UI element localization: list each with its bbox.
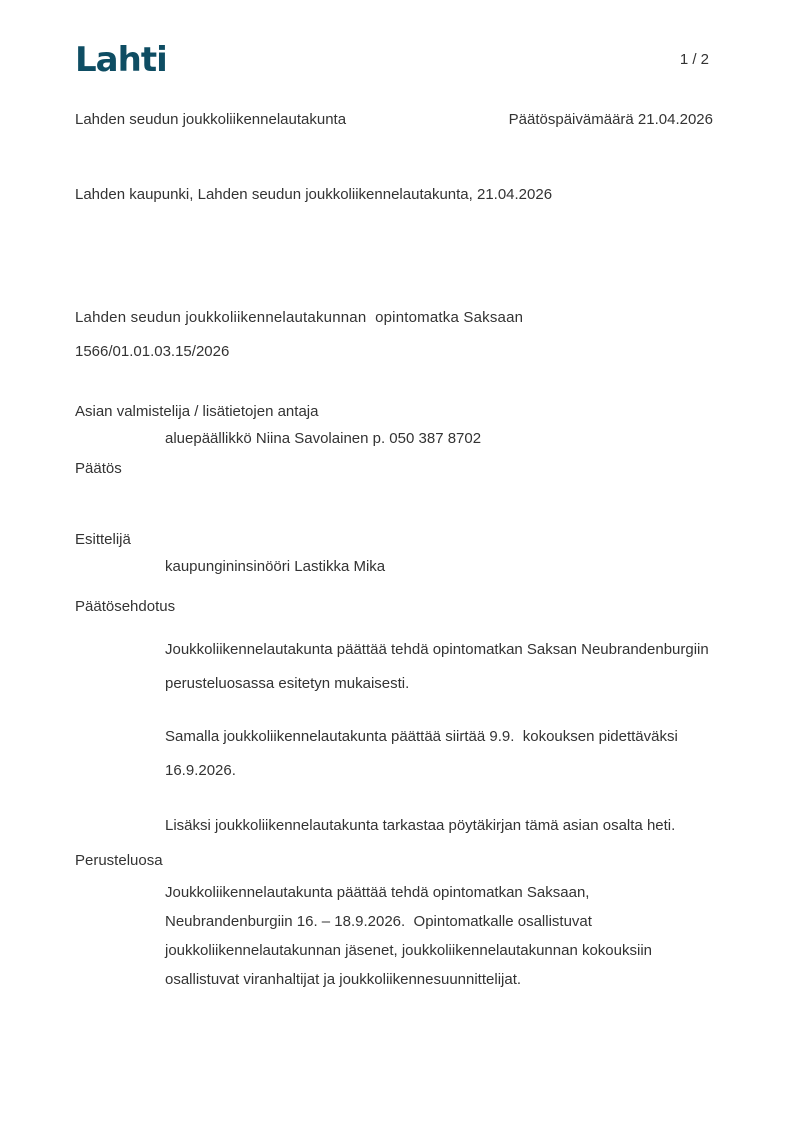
proposal-paragraph: Samalla joukkoliikennelautakunta päättää siirtää 9.9. kokouksen pidettäväksi 16.9.2026. [165,728,682,779]
document-header [75,110,713,129]
presenter-label: Esittelijä [75,531,131,548]
presenter-name: kaupungininsinööri Lastikka Mika [165,558,386,575]
rationale-label: Perusteluosa [75,852,163,869]
decision-label: Päätös [75,460,122,477]
section-presenter [75,530,713,576]
proposal-paragraph: Joukkoliikennelautakunta päättää tehdä opintomatkan Saksan Neubrandenburgiin perusteluosassa esitetyn mukaisesti. [165,641,713,692]
case-number: 1566/01.01.03.15/2026 [75,343,230,360]
case-title: Lahden seudun joukkoliikennelautakunnan opintomatka Saksaan [75,309,524,326]
page-top-row [75,40,713,84]
section-rationale [75,851,713,994]
proposal-label: Päätösehdotus [75,598,176,615]
committee-name: Lahden seudun joukkoliikennelautakunta [75,111,347,128]
section-decision [75,459,713,478]
section-proposal [75,597,713,843]
page-number: 1 / 2 [679,51,709,68]
decision-date: Päätöspäivämäärä 21.04.2026 [508,111,713,128]
preparer-contact: aluepäällikkö Niina Savolainen p. 050 387 8702 [165,430,482,447]
proposal-paragraph: Lisäksi joukkoliikennelautakunta tarkastaa pöytäkirjan tämä asian osalta heti. [165,817,676,834]
rationale-paragraph: Joukkoliikennelautakunta päättää tehdä opintomatkan Saksaan, Neubrandenburgiin 16. – 18.9.2026. Opintomatkalle osallistuvat joukkoliikennelautakunnan jäsenet, joukkoliikennelautakunnan kokouksiin osallistuvat viranhaltijat ja joukkoliikennesuunnittelijat. [165,884,657,988]
lahti-logo: Lahti [75,40,167,80]
preparer-label: Asian valmistelija / lisätietojen antaja [75,403,319,420]
section-preparer [75,402,713,448]
organization-line: Lahden kaupunki, Lahden seudun joukkoliikennelautakunta, 21.04.2026 [75,186,553,203]
